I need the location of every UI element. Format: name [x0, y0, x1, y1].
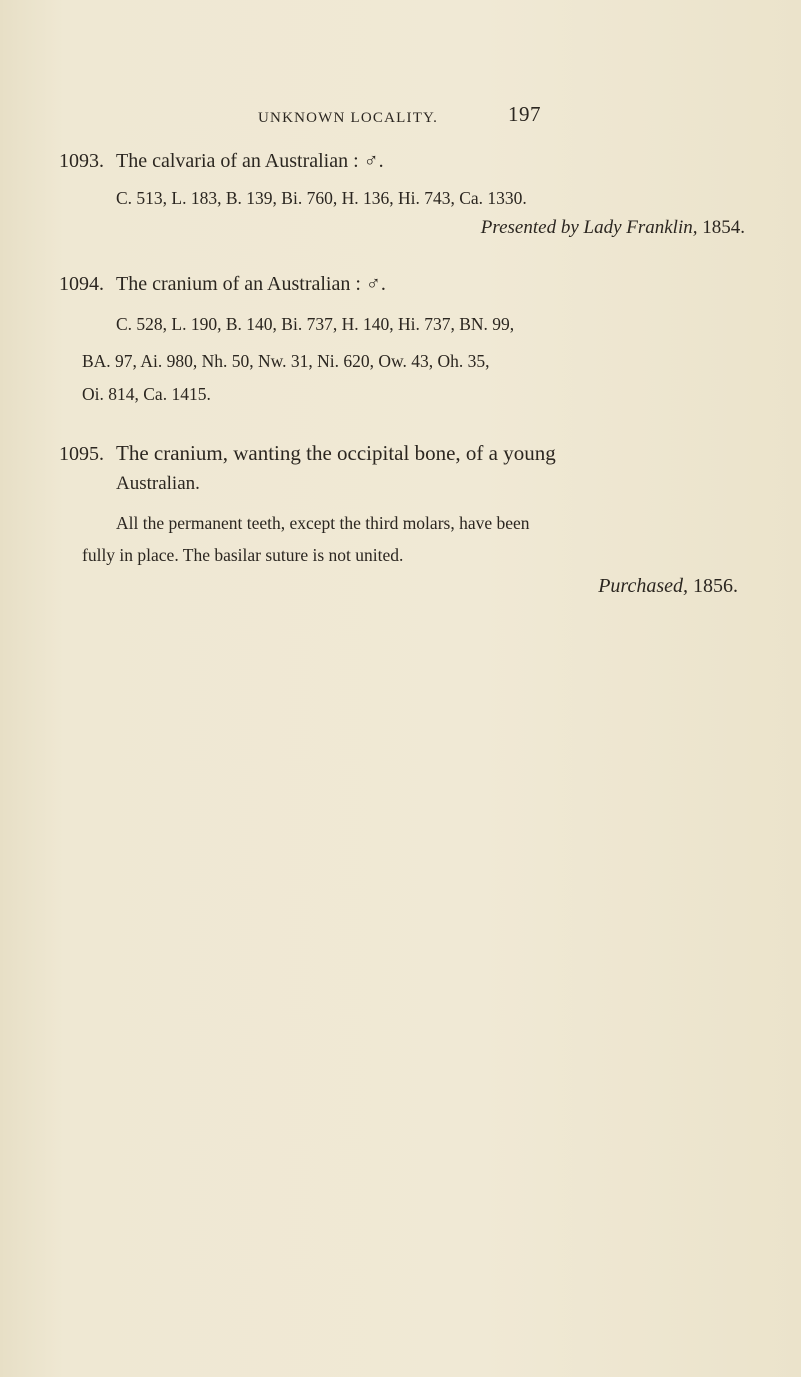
entry-title: The calvaria of an Australian : ♂. — [116, 150, 384, 172]
entry-number: 1094. — [59, 273, 104, 295]
entry-title: The cranium of an Australian : ♂. — [116, 273, 386, 295]
measurements-line: C. 528, L. 190, B. 140, Bi. 737, H. 140, Hi. 737, BN. 99, — [116, 314, 515, 334]
provenance — [481, 217, 745, 239]
note-line: fully in place. The basilar suture is not united. — [82, 545, 404, 565]
measurements-line: BA. 97, Ai. 980, Nh. 50, Nw. 31, Ni. 620, Ow. 43, Oh. 35, — [82, 351, 490, 371]
provenance-year: 1856. — [693, 575, 738, 597]
running-head: UNKNOWN LOCALITY. — [258, 110, 439, 126]
provenance-label: Presented by Lady Franklin, — [480, 217, 698, 238]
provenance-year: 1854. — [702, 217, 745, 238]
note-line: All the permanent teeth, except the third molars, have been — [116, 513, 530, 533]
page-number: 197 — [508, 102, 541, 126]
measurements-line: Oi. 814, Ca. 1415. — [82, 384, 211, 404]
entry-number: 1093. — [59, 150, 104, 172]
measurements-line: C. 513, L. 183, B. 139, Bi. 760, H. 136, Hi. 743, Ca. 1330. — [116, 188, 527, 208]
entry-number: 1095. — [59, 443, 104, 465]
entry-title: The cranium, wanting the occipital bone, of a young — [116, 441, 556, 465]
provenance — [598, 575, 738, 598]
provenance-label: Purchased, — [598, 575, 688, 597]
entry-title-continuation: Australian. — [116, 473, 200, 494]
